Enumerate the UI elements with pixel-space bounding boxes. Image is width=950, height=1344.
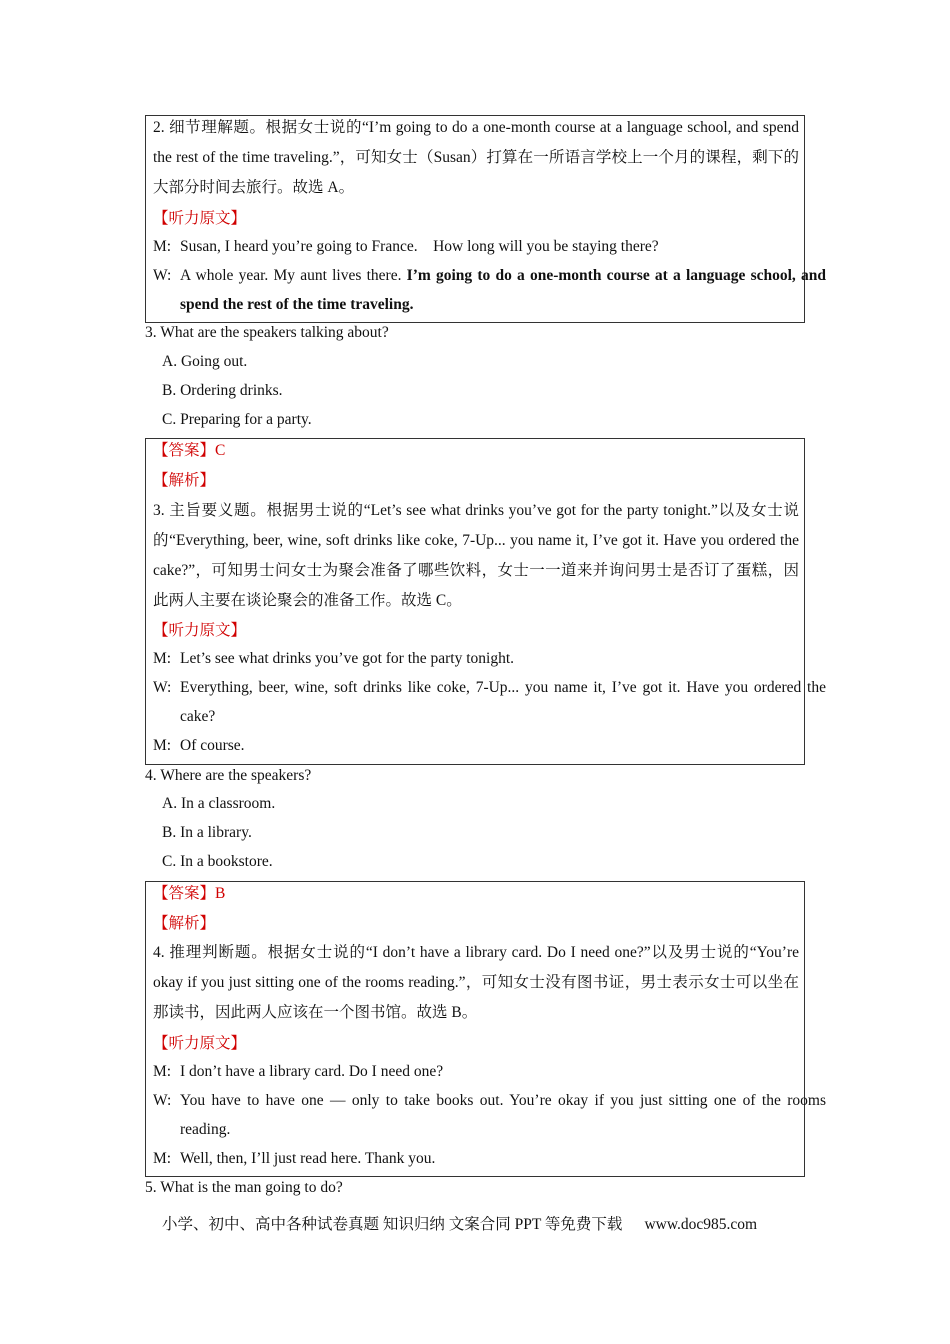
dialogue-line	[153, 1086, 826, 1144]
analysis-paragraph: 4. 推理判断题。根据女士说的“I don’t have a library card. Do I need one?”以及男士说的“You’re okay if you just sitting one of the rooms reading.”，可知女士没有图书证，男士表示女士可以坐在那读书，因此两人应该在一个图书馆。故选 B。	[153, 944, 799, 1021]
speaker-label: M:	[153, 238, 172, 255]
dialogue-text: You have to have one — only to take books out. You’re okay if you just sitting one of the rooms reading.	[180, 1092, 826, 1138]
dialogue-line	[153, 731, 799, 760]
transcript-label: 【听力原文】	[153, 622, 247, 639]
speaker-label: M:	[153, 737, 172, 754]
dialogue-line	[153, 1144, 799, 1173]
page-footer	[162, 1212, 757, 1234]
option-c: C. Preparing for a party.	[162, 411, 312, 428]
dialogue-line	[153, 1057, 799, 1086]
explanation-box-q2	[145, 115, 827, 323]
option-c: C. In a bookstore.	[162, 853, 273, 870]
dialogue-text: Susan, I heard you’re going to France. How long will you be staying there?	[180, 238, 659, 255]
option-a: A. Going out.	[162, 353, 248, 370]
option-a: A. In a classroom.	[162, 795, 276, 812]
speaker-label: M:	[153, 650, 172, 667]
question-3: 3. What are the speakers talking about?	[145, 324, 389, 341]
explanation-box-q3	[145, 438, 826, 765]
dialogue-line	[153, 644, 799, 673]
transcript-label: 【听力原文】	[153, 1035, 247, 1052]
analysis-label: 【解析】	[153, 915, 216, 932]
dialogue-text: Well, then, I’ll just read here. Thank you.	[180, 1150, 436, 1167]
question-4: 4. Where are the speakers?	[145, 767, 312, 784]
dialogue-line	[153, 673, 826, 731]
dialogue-line	[153, 261, 826, 319]
speaker-label: W:	[153, 1092, 172, 1109]
question-5: 5. What is the man going to do?	[145, 1179, 343, 1196]
transcript-label: 【听力原文】	[153, 210, 247, 227]
dialogue-text: Everything, beer, wine, soft drinks like coke, 7-Up... you name it, I’ve got it. Have you ordered the cake?	[180, 679, 826, 725]
dialogue-key-text: I’m going to do a one-month course at a language school, and spend the rest of the time traveling.	[180, 267, 827, 313]
speaker-label: W:	[153, 267, 172, 284]
dialogue-text: Of course.	[180, 737, 245, 754]
speaker-label: M:	[153, 1150, 172, 1167]
dialogue-text: A whole year. My aunt lives there.	[180, 267, 407, 284]
footer-text: 小学、初中、高中各种试卷真题 知识归纳 文案合同 PPT 等免费下载	[162, 1216, 623, 1233]
dialogue-line	[153, 232, 799, 261]
speaker-label: W:	[153, 679, 172, 696]
dialogue-text: I don’t have a library card. Do I need one?	[180, 1063, 444, 1080]
footer-url[interactable]: www.doc985.com	[644, 1216, 758, 1233]
answer-label: 【答案】C	[153, 442, 226, 459]
analysis-paragraph: 2. 细节理解题。根据女士说的“I’m going to do a one-month course at a language school, and spend the rest of the time traveling.”，可知女士（Susan）打算在一所语言学校上一个月的课程，剩下的大部分时间去旅行。故选 A。	[153, 119, 799, 196]
analysis-paragraph: 3. 主旨要义题。根据男士说的“Let’s see what drinks you’ve got for the party tonight.”以及女士说的“Everything, beer, wine, soft drinks like coke, 7-Up... you name it, I’ve got it. Have you ordered the cake?”，可知男士问女士为聚会准备了哪些饮料，女士一一道来并询问男士是否订了蛋糕，因此两人主要在谈论聚会的准备工作。故选 C。	[153, 502, 799, 609]
answer-label: 【答案】B	[153, 885, 226, 902]
speaker-label: M:	[153, 1063, 172, 1080]
option-b: B. Ordering drinks.	[162, 382, 283, 399]
dialogue-text: Let’s see what drinks you’ve got for the party tonight.	[180, 650, 515, 667]
option-b: B. In a library.	[162, 824, 252, 841]
analysis-label: 【解析】	[153, 472, 216, 489]
explanation-box-q4	[145, 881, 826, 1177]
